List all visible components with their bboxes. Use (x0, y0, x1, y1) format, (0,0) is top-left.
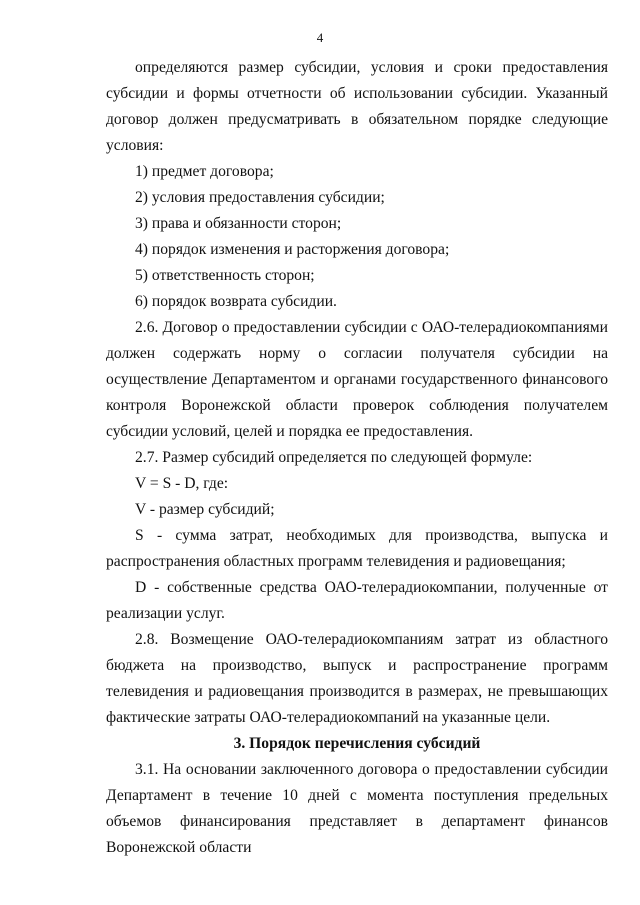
paragraph-2-6: 2.6. Договор о предоставлении субсидии с ОАО-телерадиокомпаниями должен содержать норму о согласии получателя субсидии на осуществление Департаментом и органами государственного финансового контроля Воронежской области проверок соблюдения получателем субсидии условий, целей и порядка ее предоставления. (106, 319, 608, 440)
formula: V = S - D, где: (135, 475, 229, 492)
list-item-refund: 6) порядок возврата субсидии. (135, 293, 337, 310)
formula-definition-v: V - размер субсидий; (135, 501, 275, 518)
page-number: 4 (316, 30, 324, 45)
section-heading: 3. Порядок перечисления субсидий (233, 735, 481, 752)
paragraph-continuation: определяются размер субсидии, условия и сроки предоставления субсидии и формы отчетности об использовании субсидии. Указанный договор должен предусматривать в обязательном порядке следующие условия: (106, 59, 608, 154)
document-body (106, 55, 608, 861)
list-item-conditions: 2) условия предоставления субсидии; (135, 189, 385, 206)
paragraph-2-8: 2.8. Возмещение ОАО-телерадиокомпаниям затрат из областного бюджета на производство, выпуск и распространение программ телевидения и радиовещания производится в размерах, не превышающих фактические затраты ОАО-телерадиокомпаний на указанные цели. (106, 631, 608, 726)
paragraph-3-1: 3.1. На основании заключенного договора о предоставлении субсидии Департамент в течение 10 дней с момента поступления предельных объемов финансирования представляет в департамент финансов Воронежской области (106, 761, 608, 856)
list-item-rights: 3) права и обязанности сторон; (135, 215, 342, 232)
list-item-subject: 1) предмет договора; (135, 163, 274, 180)
list-item-change-procedure: 4) порядок изменения и расторжения договора; (135, 241, 450, 258)
formula-definition-s: S - сумма затрат, необходимых для производства, выпуска и распространения областных программ телевидения и радиовещания; (106, 527, 608, 570)
formula-definition-d: D - собственные средства ОАО-телерадиокомпании, полученные от реализации услуг. (106, 579, 608, 622)
list-item-responsibility: 5) ответственность сторон; (135, 267, 315, 284)
paragraph-2-7: 2.7. Размер субсидий определяется по следующей формуле: (135, 449, 533, 466)
